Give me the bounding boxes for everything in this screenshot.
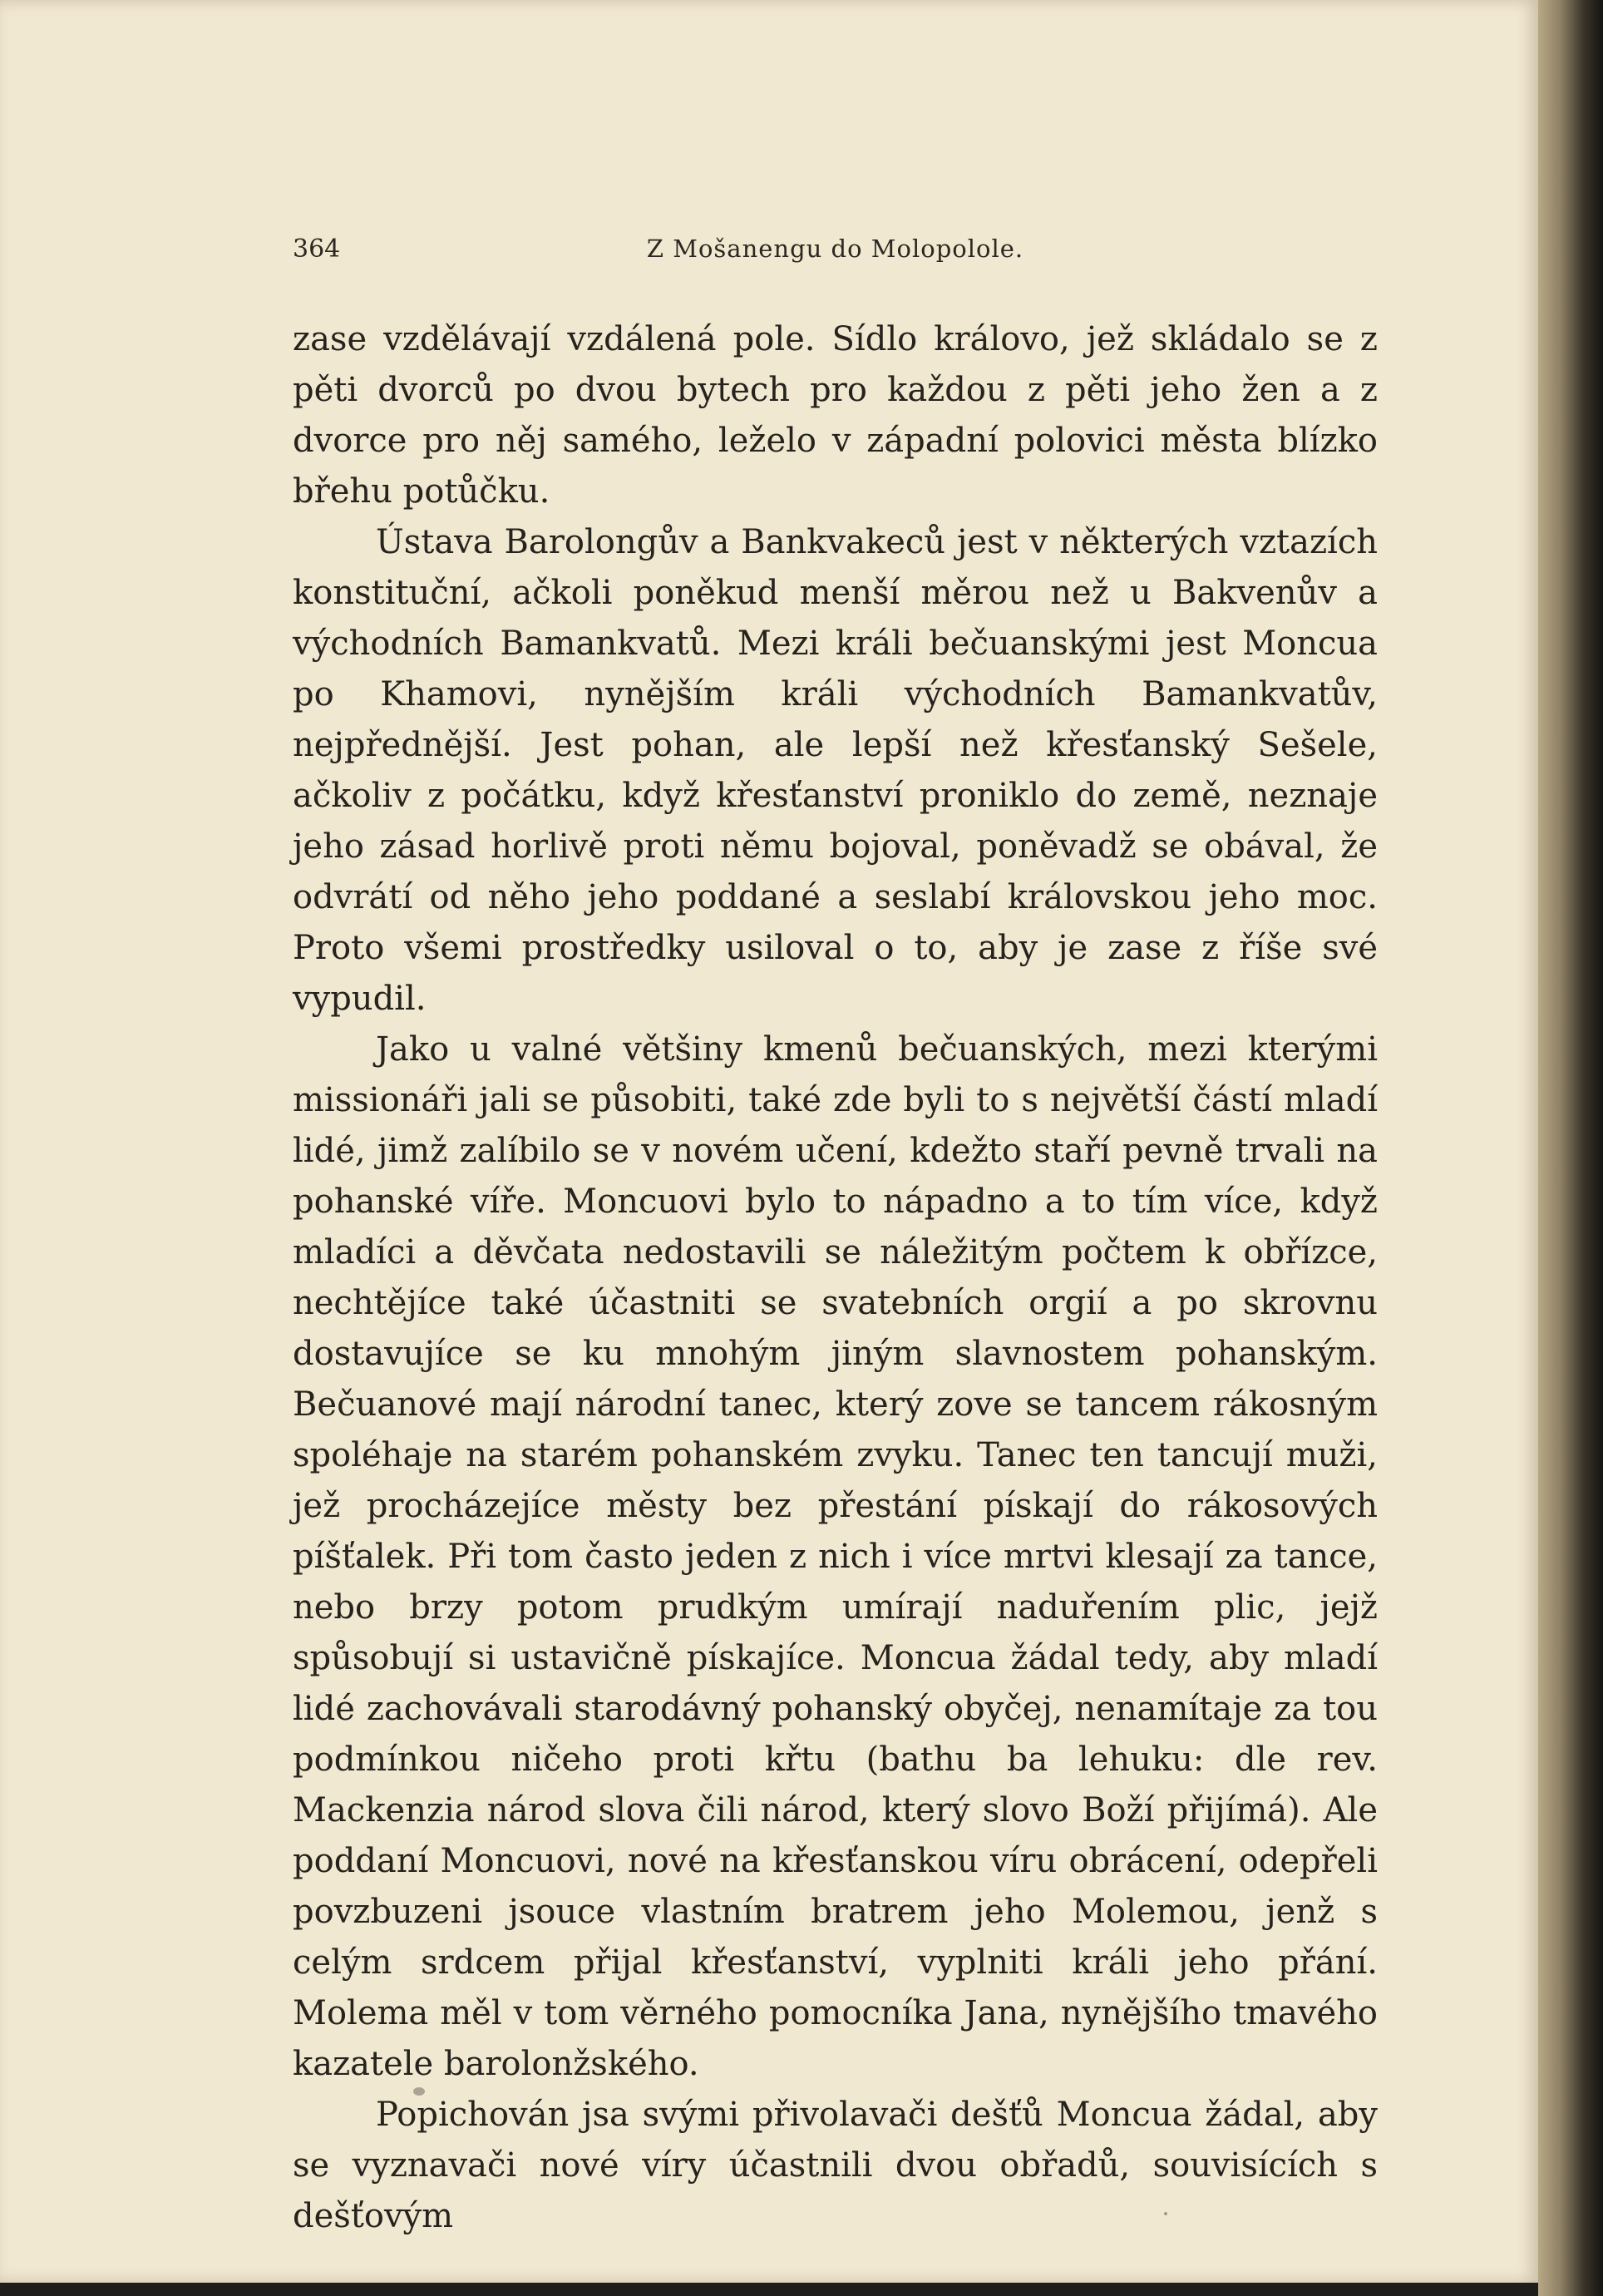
paper-speck	[413, 2087, 425, 2096]
paper-speck	[1164, 2212, 1167, 2215]
running-title: Z Mošanengu do Molopolole.	[646, 235, 1024, 263]
running-header	[293, 235, 1378, 268]
page-number: 364	[293, 235, 341, 264]
body-text	[293, 314, 1378, 2242]
paragraph: Popichován jsa svými přivolavači dešťů Moncua žádal, aby se vyznavači nové víry účastnili dvou obřadů, souvisících s dešťovým	[293, 2096, 1378, 2235]
book-spine-edge	[1538, 0, 1603, 2296]
paragraph: Jako u valné většiny kmenů bečuanských, mezi kterými missionáři jali se působiti, také zde byli to s největší částí mladí lidé, jimž zalíbilo se v novém učení, kdežto staří pevně trvali na pohanské víře. Moncuovi bylo to nápadno a to tím více, když mladíci a děvčata nedostavili se náležitým počtem k obřízce, nechtějíce také účastniti se svatebních orgií a po skrovnu dostavujíce se ku mnohým jiným slavnostem pohanským. Bečuanové mají národní tanec, který zove se tancem rákosným spoléhaje na starém pohanském zvyku. Tanec ten tancují muži, jež procházejíce městy bez přestání pískají do rákosových píšťalek. Při tom často jeden z nich i více mrtvi klesají za tance, nebo brzy potom prudkým umírají naduřením plic, jejž spůsobují si ustavičně pískajíce. Moncua žádal tedy, aby mladí lidé zachovávali starodávný pohanský obyčej, nenamítaje za tou podmínkou ničeho proti křtu (bathu ba lehuku: dle rev. Mackenzia národ slova čili národ, který slovo Boží přijímá). Ale poddaní Moncuovi, nové na křesťanskou víru obrácení, odepřeli povzbuzeni jsouce vlastním bratrem jeho Molemou, jenž s celým srdcem přijal křesťanství, vyplniti králi jeho přání. Molema měl v tom věrného pomocníka Jana, nynějšího tmavého kazatele barolonžského.	[293, 1030, 1378, 2083]
paragraph: zase vzdělávají vzdálená pole. Sídlo královo, jež skládalo se z pěti dvorců po dvou bytech pro každou z pěti jeho žen a z dvorce pro něj samého, leželo v západní polovici města blízko břehu potůčku.	[293, 320, 1378, 511]
paragraph: Ústava Barolongův a Bankvakeců jest v některých vztazích konstituční, ačkoli poněkud menší měrou než u Bakvenův a východních Bamankvatů. Mezi králi bečuanskými jest Moncua po Khamovi, nynějším králi východních Bamankvatův, nejpřednější. Jest pohan, ale lepší než křesťanský Sešele, ačkoliv z počátku, když křesťanství proniklo do země, neznaje jeho zásad horlivě proti němu bojoval, poněvadž se obával, že odvrátí od něho jeho poddané a seslabí královskou jeho moc. Proto všemi prostředky usiloval o to, aby je zase z říše své vypudil.	[293, 523, 1378, 1018]
